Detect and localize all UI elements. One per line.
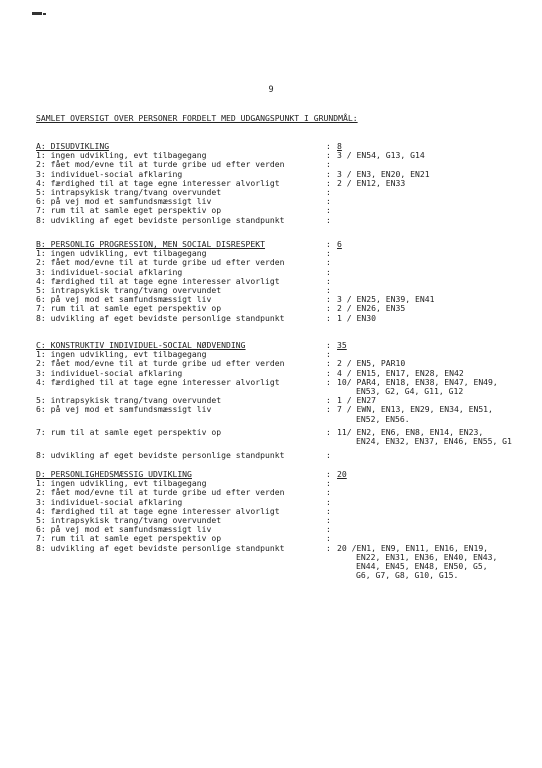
section-total: 35 [337,340,347,350]
criterion-label: 3: individuel-social afklaring [36,168,183,179]
colon: : [326,266,331,277]
criterion-count: 11/ EN2, EN6, EN8, EN14, EN23, [337,426,484,437]
colon: : [326,505,331,516]
list-item-continuation [36,571,536,580]
colon: : [326,257,331,268]
criterion-label: 2: fået mod/evne til at turde gribe ud efter verden [36,159,285,170]
criterion-label: 2: fået mod/evne til at turde gribe ud efter verden [36,358,285,369]
criterion-count: 1 / EN27 [337,395,376,406]
criterion-label: 6: på vej mod et samfundsmæssigt liv [36,404,212,415]
list-item [36,314,536,323]
criterion-label: 6: på vej mod et samfundsmæssigt liv [36,294,212,305]
colon: : [326,450,331,461]
colon: : [326,395,331,406]
list-item [36,216,536,225]
criterion-label: 5: intrapsykisk trang/tvang overvundet [36,284,222,295]
criterion-count-continued: EN52, EN56. [356,413,410,424]
section-total: 6 [337,239,342,249]
criterion-label: 7: rum til at samle eget perspektiv op [36,533,222,544]
section-b [36,240,536,323]
colon: : [326,469,331,479]
colon: : [326,533,331,544]
colon: : [326,478,331,489]
colon: : [326,214,331,225]
colon: : [326,426,331,437]
scan-mark [43,13,46,15]
criterion-label: 6: på vej mod et samfundsmæssigt liv [36,524,212,535]
colon: : [326,524,331,535]
colon: : [326,487,331,498]
criterion-count: 7 / EWN, EN13, EN29, EN34, EN51, [337,404,493,415]
colon: : [326,177,331,188]
criterion-label: 8: udvikling af eget bevidste personlige standpunkt [36,542,285,553]
colon: : [326,159,331,170]
criterion-label: 1: ingen udvikling, evt tilbagegang [36,478,207,489]
colon: : [326,349,331,360]
section-total: 8 [337,141,342,151]
criterion-label: 5: intrapsykisk trang/tvang overvundet [36,395,222,406]
colon: : [326,186,331,197]
list-item [36,451,536,460]
criterion-count-continued: EN22, EN31, EN36, EN40, EN43, [356,551,498,562]
criterion-label: 1: ingen udvikling, evt tilbagegang [36,150,207,161]
colon: : [326,205,331,216]
colon: : [326,150,331,161]
list-item-continuation [36,415,536,424]
colon: : [326,196,331,207]
colon: : [326,404,331,415]
colon: : [326,168,331,179]
colon: : [326,141,331,151]
criterion-count: 10/ PAR4, EN18, EN38, EN47, EN49, [337,376,498,387]
colon: : [326,542,331,553]
criterion-label: 5: intrapsykisk trang/tvang overvundet [36,514,222,525]
colon: : [326,376,331,387]
criterion-count: 2 / EN5, PAR10 [337,358,406,369]
list-item [36,405,536,414]
criterion-label: 5: intrapsykisk trang/tvang overvundet [36,186,222,197]
criterion-count: 4 / EN15, EN17, EN28, EN42 [337,367,464,378]
scan-mark [32,12,42,15]
page-number: 9 [268,85,274,95]
section-heading: C: KONSTRUKTIV INDIVIDUEL-SOCIAL NØDVENDING [36,340,246,350]
list-item-continuation [36,562,536,571]
criterion-label: 7: rum til at samle eget perspektiv op [36,303,222,314]
colon: : [326,367,331,378]
criterion-count: 3 / EN25, EN39, EN41 [337,294,435,305]
criterion-count-continued: EN44, EN45, EN48, EN50, G5, [356,560,488,571]
criterion-label: 8: udvikling af eget bevidste personlige standpunkt [36,214,285,225]
colon: : [326,514,331,525]
colon: : [326,248,331,259]
criterion-count: 2 / EN26, EN35 [337,303,406,314]
criterion-label: 4: færdighed til at tage egne interesser alvorligt [36,275,280,286]
document-title: SAMLET OVERSIGT OVER PERSONER FORDELT MED UDGANGSPUNKT I GRUNDMÅL: [36,113,358,123]
colon: : [326,358,331,369]
section-total: 20 [337,469,347,479]
criterion-label: 4: færdighed til at tage egne interesser alvorligt [36,505,280,516]
section-d [36,470,536,580]
section-heading: D: PERSONLIGHEDSMÆSSIG UDVIKLING [36,469,192,479]
colon: : [326,294,331,305]
criterion-label: 1: ingen udvikling, evt tilbagegang [36,248,207,259]
colon: : [326,275,331,286]
criterion-label: 2: fået mod/evne til at turde gribe ud efter verden [36,257,285,268]
criterion-label: 7: rum til at samle eget perspektiv op [36,426,222,437]
section-heading: B: PERSONLIG PROGRESSION, MEN SOCIAL DISRESPEKT [36,239,266,249]
colon: : [326,340,331,350]
criterion-label: 4: færdighed til at tage egne interesser alvorligt [36,376,280,387]
list-item-continuation [36,437,536,446]
criterion-label: 7: rum til at samle eget perspektiv op [36,205,222,216]
criterion-label: 4: færdighed til at tage egne interesser alvorligt [36,177,280,188]
section-heading: A: DISUDVIKLING [36,141,110,151]
criterion-label: 3: individuel-social afklaring [36,496,183,507]
criterion-count: 3 / EN3, EN20, EN21 [337,168,430,179]
criterion-count-continued: G6, G7, G8, G10, G15. [356,570,459,581]
criterion-label: 6: på vej mod et samfundsmæssigt liv [36,196,212,207]
colon: : [326,239,331,249]
criterion-label: 8: udvikling af eget bevidste personlige standpunkt [36,312,285,323]
criterion-count-continued: EN53, G2, G4, G11, G12 [356,385,464,396]
criterion-count: 2 / EN12, EN33 [337,177,406,188]
criterion-count-continued: EN24, EN32, EN37, EN46, EN55, G1 [356,435,512,446]
colon: : [326,496,331,507]
criterion-count: 3 / EN54, G13, G14 [337,150,425,161]
criterion-label: 8: udvikling af eget bevidste personlige standpunkt [36,450,285,461]
colon: : [326,303,331,314]
criterion-label: 3: individuel-social afklaring [36,266,183,277]
criterion-label: 1: ingen udvikling, evt tilbagegang [36,349,207,360]
section-c [36,341,536,460]
colon: : [326,312,331,323]
criterion-label: 2: fået mod/evne til at turde gribe ud efter verden [36,487,285,498]
criterion-count: 20 /EN1, EN9, EN11, EN16, EN19, [337,542,489,553]
criterion-count: 1 / EN30 [337,312,376,323]
criterion-label: 3: individuel-social afklaring [36,367,183,378]
section-a [36,142,536,225]
colon: : [326,284,331,295]
